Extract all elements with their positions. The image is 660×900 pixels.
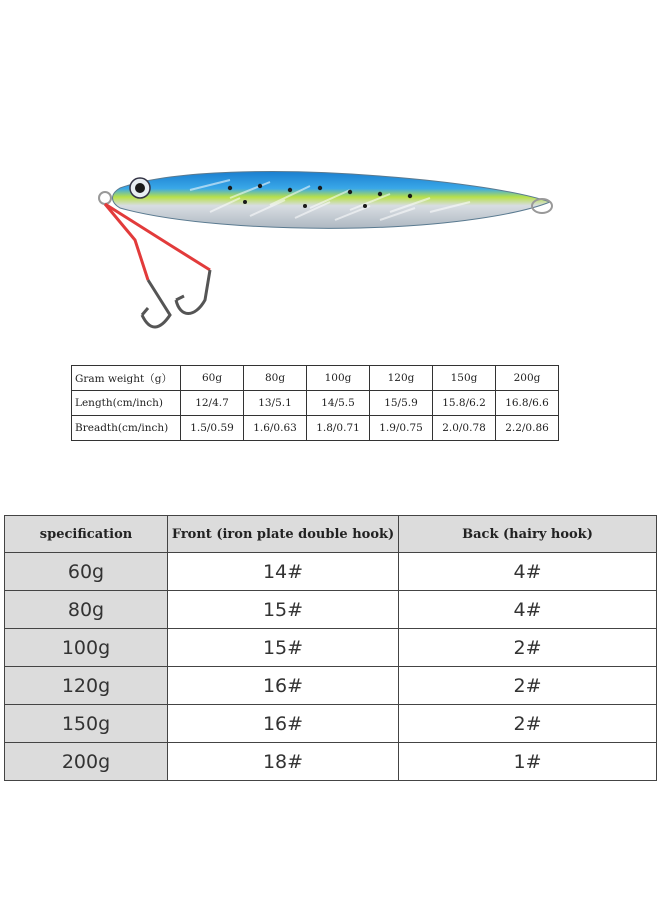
table-cell: 150g: [5, 705, 168, 743]
size-table: [71, 365, 559, 441]
table-cell: 16#: [168, 705, 399, 743]
table-cell: 80g: [5, 591, 168, 629]
table-cell: 80g: [244, 366, 307, 391]
table-cell: 12/4.7: [181, 391, 244, 416]
table-row: [5, 629, 657, 667]
table-cell: 2.2/0.86: [496, 416, 559, 441]
table-cell: 150g: [433, 366, 496, 391]
table-cell: 15.8/6.2: [433, 391, 496, 416]
table-cell: 14#: [168, 553, 399, 591]
table-cell: 200g: [496, 366, 559, 391]
table-cell: Breadth(cm/inch): [72, 416, 181, 441]
table-cell: 120g: [5, 667, 168, 705]
table-cell: 2#: [399, 667, 657, 705]
table-cell: 2.0/0.78: [433, 416, 496, 441]
table-cell: 15#: [168, 629, 399, 667]
column-header-back: Back (hairy hook): [399, 516, 657, 553]
column-header-front: Front (iron plate double hook): [168, 516, 399, 553]
table-row: [5, 705, 657, 743]
table-row: [5, 591, 657, 629]
table-row: [5, 743, 657, 781]
fishing-jig-lure-icon: [80, 150, 560, 340]
table-cell: 4#: [399, 553, 657, 591]
table-cell: 1.6/0.63: [244, 416, 307, 441]
table-cell: 15#: [168, 591, 399, 629]
table-cell: 16.8/6.6: [496, 391, 559, 416]
table-cell: 120g: [370, 366, 433, 391]
table-cell: Length(cm/inch): [72, 391, 181, 416]
table-cell: 14/5.5: [307, 391, 370, 416]
spec-table-header-row: [5, 516, 657, 553]
column-header-specification: specification: [5, 516, 168, 553]
size-table-header-row: [72, 366, 559, 391]
table-cell: 18#: [168, 743, 399, 781]
table-cell: 200g: [5, 743, 168, 781]
table-cell: 60g: [5, 553, 168, 591]
table-row: [72, 416, 559, 441]
table-row: [72, 391, 559, 416]
table-cell: 100g: [5, 629, 168, 667]
table-cell: 1.9/0.75: [370, 416, 433, 441]
table-cell: Gram weight（g）: [72, 366, 181, 391]
table-cell: 1.5/0.59: [181, 416, 244, 441]
table-cell: 2#: [399, 629, 657, 667]
table-cell: 100g: [307, 366, 370, 391]
lure-eye: [130, 178, 150, 198]
table-cell: 2#: [399, 705, 657, 743]
table-row: [5, 667, 657, 705]
table-cell: 16#: [168, 667, 399, 705]
table-cell: 13/5.1: [244, 391, 307, 416]
table-row: [5, 553, 657, 591]
table-cell: 1.8/0.71: [307, 416, 370, 441]
table-cell: 4#: [399, 591, 657, 629]
table-cell: 1#: [399, 743, 657, 781]
table-cell: 15/5.9: [370, 391, 433, 416]
hook-spec-table: [4, 515, 657, 781]
table-cell: 60g: [181, 366, 244, 391]
lure-body: [113, 172, 551, 229]
